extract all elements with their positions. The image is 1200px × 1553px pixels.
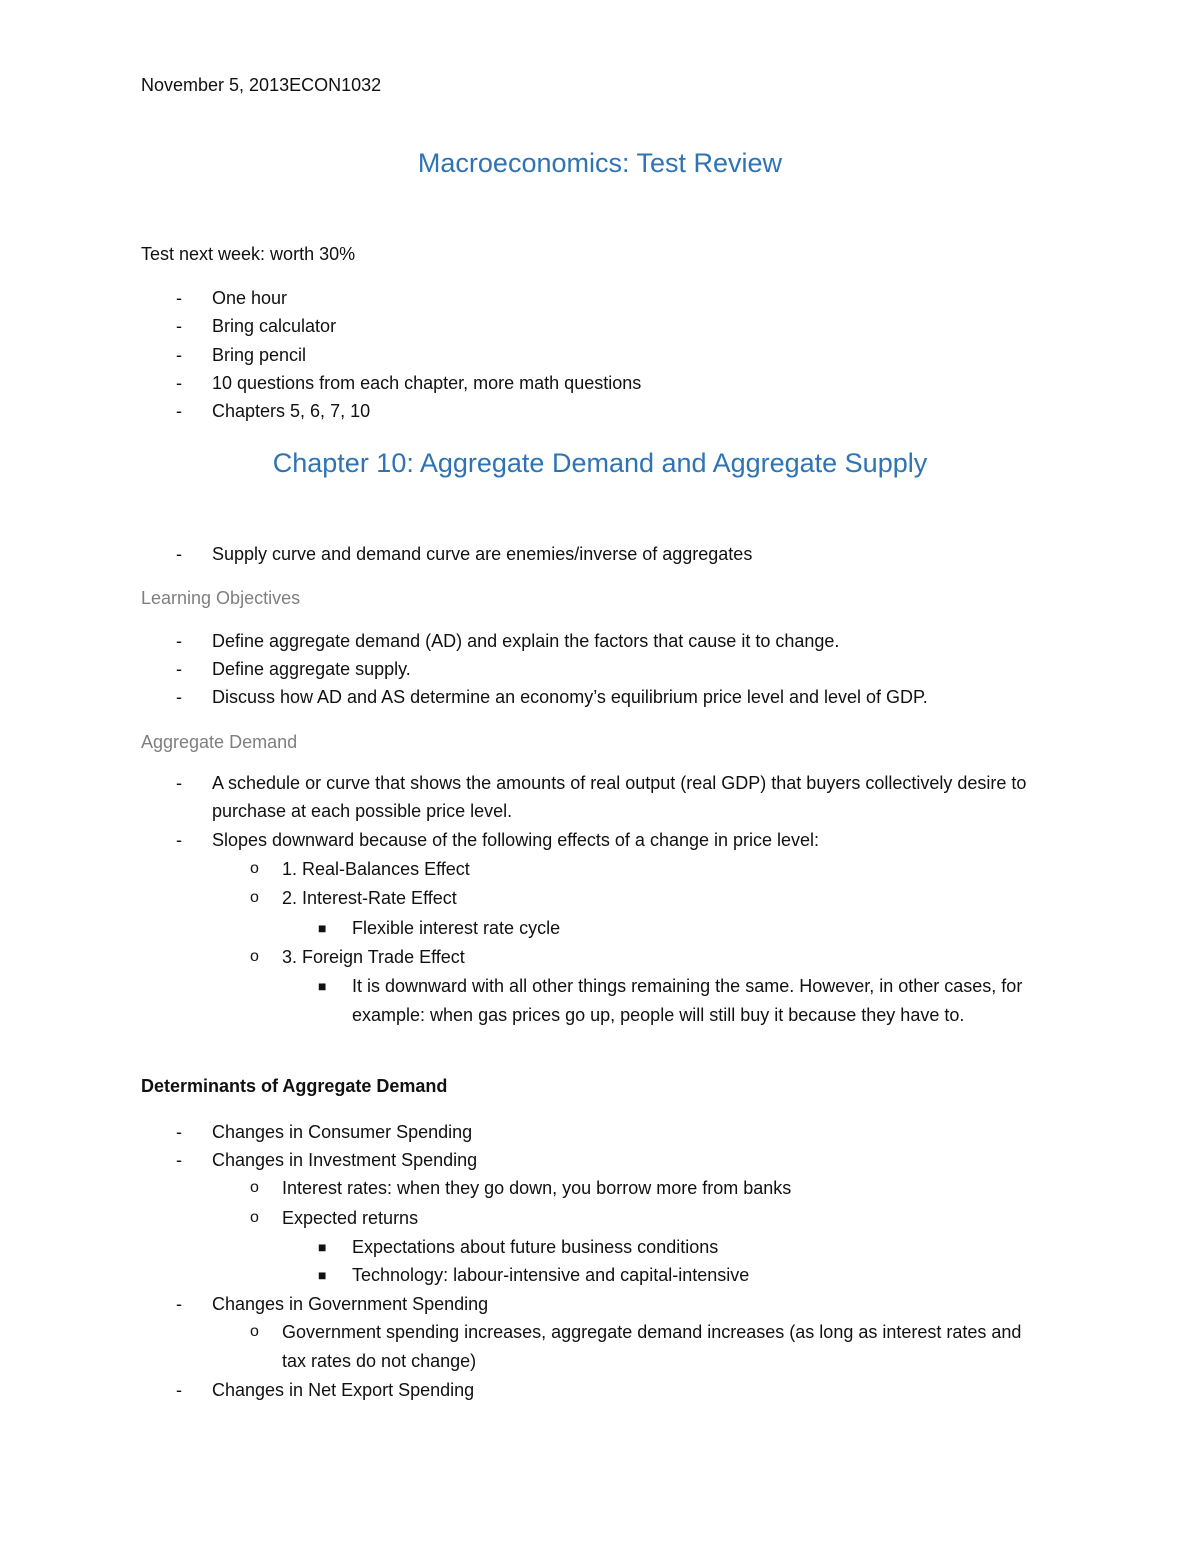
sub-bullet: o xyxy=(250,1323,259,1340)
sub-sub-list-item: It is downward with all other things remaining the same. However, in other cases, for example: when gas prices go up, people will still buy it because they have to. xyxy=(352,976,1023,1025)
list-item: Define aggregate supply. xyxy=(212,659,411,679)
list-item: Bring calculator xyxy=(212,316,337,336)
list-item: Define aggregate demand (AD) and explain the factors that cause it to change. xyxy=(212,631,840,651)
determinants-heading: Determinants of Aggregate Demand xyxy=(141,1076,448,1096)
list-bullet: - xyxy=(176,401,182,421)
chapter-title: Chapter 10: Aggregate Demand and Aggregate Supply xyxy=(272,448,928,478)
list-item: Changes in Net Export Spending xyxy=(212,1380,475,1400)
list-bullet: - xyxy=(176,830,182,850)
list-bullet: - xyxy=(176,345,182,365)
list-bullet: - xyxy=(176,659,182,679)
sub-list-item: 1. Real-Balances Effect xyxy=(282,859,470,879)
list-item: One hour xyxy=(212,288,288,308)
sub-bullet: o xyxy=(250,1179,259,1196)
sub-list-item: Expected returns xyxy=(282,1208,419,1228)
sub-list-item: Interest rates: when they go down, you borrow more from banks xyxy=(282,1178,792,1198)
list-item: Changes in Government Spending xyxy=(212,1294,489,1314)
list-bullet: - xyxy=(176,1122,182,1142)
list-item: Bring pencil xyxy=(212,345,307,365)
list-item: 10 questions from each chapter, more math questions xyxy=(212,373,642,393)
test-info-intro: Test next week: worth 30% xyxy=(141,244,356,264)
list-item: A schedule or curve that shows the amounts of real output (real GDP) that buyers collectively desire to purchase at each possible price level. xyxy=(212,773,1027,821)
header-date-course: November 5, 2013ECON1032 xyxy=(141,75,382,95)
square-bullet: ■ xyxy=(318,1239,327,1255)
list-bullet: - xyxy=(176,316,182,336)
sub-bullet: o xyxy=(250,948,259,965)
square-bullet: ■ xyxy=(318,978,327,994)
list-bullet: - xyxy=(176,1380,182,1400)
sub-bullet: o xyxy=(250,889,259,906)
aggregate-demand-heading: Aggregate Demand xyxy=(141,732,298,752)
chapter-note: Supply curve and demand curve are enemies/inverse of aggregates xyxy=(212,544,753,564)
square-bullet: ■ xyxy=(318,920,327,936)
page-title: Macroeconomics: Test Review xyxy=(417,148,783,178)
list-bullet: - xyxy=(176,373,182,393)
sub-list-item: 2. Interest-Rate Effect xyxy=(282,888,457,908)
list-item: Changes in Investment Spending xyxy=(212,1150,478,1170)
list-item: Chapters 5, 6, 7, 10 xyxy=(212,401,371,421)
square-bullet: ■ xyxy=(318,1267,327,1283)
list-bullet: - xyxy=(176,631,182,651)
list-item: Changes in Consumer Spending xyxy=(212,1122,473,1142)
list-bullet: - xyxy=(176,288,182,308)
sub-sub-list-item: Expectations about future business conditions xyxy=(352,1237,719,1257)
sub-list-item: 3. Foreign Trade Effect xyxy=(282,947,465,967)
list-bullet: - xyxy=(176,1294,182,1314)
sub-sub-list-item: Flexible interest rate cycle xyxy=(352,918,561,938)
sub-list-item: Government spending increases, aggregate demand increases (as long as interest rates and tax rates do not change) xyxy=(282,1322,1022,1371)
sub-bullet: o xyxy=(250,1209,259,1226)
sub-sub-list-item: Technology: labour-intensive and capital-intensive xyxy=(352,1265,750,1285)
list-bullet: - xyxy=(176,773,182,793)
list-bullet: - xyxy=(176,687,182,707)
list-item: Slopes downward because of the following effects of a change in price level: xyxy=(212,830,820,850)
list-bullet: - xyxy=(176,544,182,564)
list-bullet: - xyxy=(176,1150,182,1170)
sub-bullet: o xyxy=(250,860,259,877)
learning-objectives-heading: Learning Objectives xyxy=(141,588,301,608)
list-item: Discuss how AD and AS determine an economy’s equilibrium price level and level of GDP. xyxy=(212,687,928,707)
